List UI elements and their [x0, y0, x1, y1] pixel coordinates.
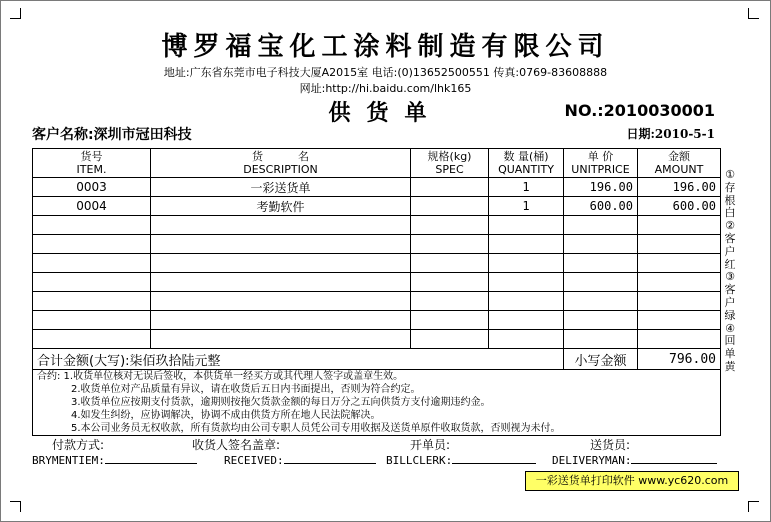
cell-spec [411, 178, 489, 197]
crop-mark-bottom-right [748, 501, 759, 512]
document-number: NO.:2010030001 [564, 101, 715, 120]
total-in-words: 合计金额(大写):柒佰玖拾陆元整 [33, 349, 564, 370]
deliveryman-field [552, 453, 717, 467]
payment-method-field [32, 453, 197, 467]
receiver-sign-label: 收货人签名盖章: [192, 438, 281, 452]
small-total-value: 796.00 [638, 349, 721, 370]
copy-label: ④ 回 单 黄 [724, 321, 736, 373]
terms-line: 3.收货单位应按期支付货款，逾期则按拖欠货款金额的每日万分之五向供货方支付逾期违约金。 [71, 397, 491, 408]
cell-item: 0003 [33, 178, 151, 197]
promo-banner[interactable]: 一彩送货单打印软件 www.yc620.com [525, 471, 739, 491]
website-line: 网址:http://hi.baidu.com/lhk165 [299, 82, 472, 95]
table-row-empty [33, 330, 721, 349]
terms-line: 4.如发生纠纷，应协调解决，协调不成由供货方所在地人民法院解决。 [71, 410, 381, 421]
signature-line [105, 453, 197, 464]
terms-row [33, 370, 721, 436]
terms-line: 合约: 1.收货单位核对无误后签收，本供货单一经买方或其代理人签字或盖章生效。 [37, 371, 404, 382]
terms-block [33, 370, 721, 436]
header-description: 货 名 DESCRIPTION [151, 149, 411, 178]
company-name: 博罗福宝化工涂料制造有限公司 [161, 32, 610, 62]
bill-clerk-field [386, 453, 536, 467]
crop-mark-top-right [748, 8, 759, 19]
address-line: 地址:广东省东莞市电子科技大厦A2015室 电话:(0)13652500551 传真:0769-83608888 [163, 66, 608, 79]
signature-line [452, 453, 536, 464]
deliveryman-en-label: DELIVERYMAN: [552, 454, 632, 467]
received-field [224, 453, 376, 467]
cell-quantity: 1 [489, 197, 564, 216]
header-amount: 金额 AMOUNT [638, 149, 721, 178]
terms-line: 5.本公司业务员无权收款，所有货款均由公司专职人员凭公司专用收据及送货单原件收取货款，否则视为未付。 [71, 423, 561, 434]
table-row-empty [33, 254, 721, 273]
total-row [33, 349, 721, 370]
cell-description: 考勤软件 [151, 197, 411, 216]
cell-item: 0004 [33, 197, 151, 216]
bill-clerk-en-label: BILLCLERK: [386, 454, 453, 467]
cell-amount: 600.00 [638, 197, 721, 216]
payment-method-en-label: BRYMENTIEM: [32, 454, 105, 467]
small-total-label: 小写金额 [564, 349, 638, 370]
cell-quantity: 1 [489, 178, 564, 197]
document-title: 供货单 [328, 100, 443, 126]
billing-clerk-label: 开单员: [410, 438, 451, 452]
table-row-empty [33, 273, 721, 292]
copy-label: ③ 客 户 绿 [724, 270, 736, 322]
table-row-empty [33, 235, 721, 254]
header-quantity: 数 量(桶) QUANTITY [489, 149, 564, 178]
items-table [32, 148, 721, 436]
crop-mark-top-left [10, 8, 21, 19]
signature-line [284, 453, 376, 464]
cell-spec [411, 197, 489, 216]
table-row [33, 178, 721, 197]
copy-label: ① 存 根 白 [724, 168, 736, 220]
table-row-empty [33, 311, 721, 330]
header-unit-price: 单 价 UNITPRICE [564, 149, 638, 178]
header-item: 货号 ITEM. [33, 149, 151, 178]
copy-color-legend [723, 169, 737, 374]
table-row-empty [33, 216, 721, 235]
terms-line: 2.收货单位对产品质量有异议，请在收货后五日内书面提出，否则为符合约定。 [71, 384, 421, 395]
crop-mark-bottom-left [10, 501, 21, 512]
customer-name: 客户名称:深圳市冠田科技 [32, 127, 192, 143]
cell-unit-price: 196.00 [564, 178, 638, 197]
signature-line [631, 453, 717, 464]
cell-amount: 196.00 [638, 178, 721, 197]
received-en-label: RECEIVED: [224, 454, 284, 467]
copy-label: ② 客 户 红 [724, 219, 736, 271]
document-date: 日期:2010-5-1 [626, 127, 715, 141]
cell-description: 一彩送货单 [151, 178, 411, 197]
header-spec: 规格(kg) SPEC [411, 149, 489, 178]
payment-method-label: 付款方式: [52, 438, 105, 452]
table-row [33, 197, 721, 216]
table-header-row [33, 149, 721, 178]
deliveryman-label: 送货员: [590, 438, 631, 452]
cell-unit-price: 600.00 [564, 197, 638, 216]
table-row-empty [33, 292, 721, 311]
